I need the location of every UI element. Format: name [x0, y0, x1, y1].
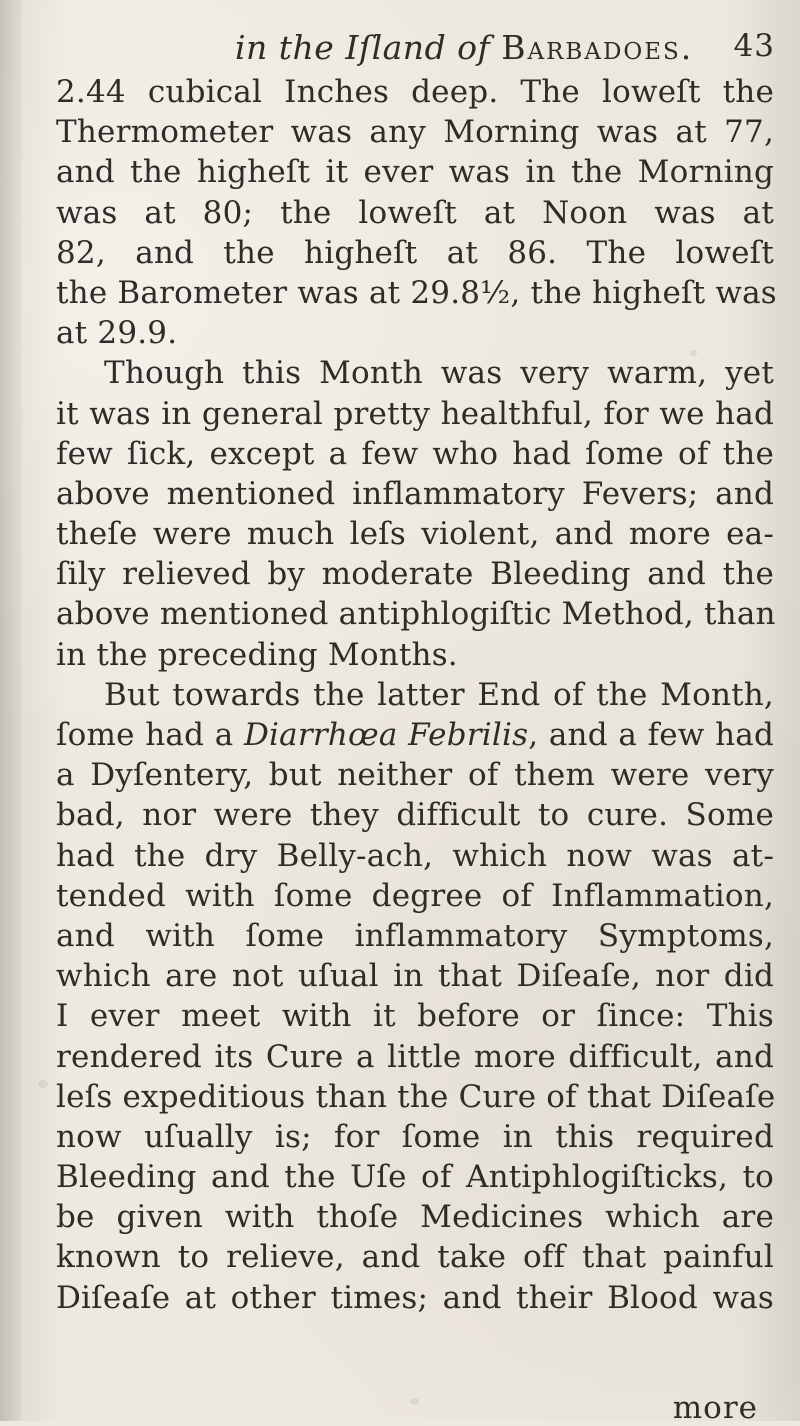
paper-foxing-spot	[38, 1080, 48, 1088]
text-line: in the preceding Months.	[56, 636, 458, 673]
text-line: above mentioned antiphlogiſtic Method, than	[56, 596, 776, 633]
paragraph-start-line: Though this Month was very warm, yet	[104, 355, 774, 392]
running-title-caps: Barbadoes.	[501, 28, 694, 67]
text-line: had the dry Belly-ach, which now was at-	[56, 837, 774, 874]
text-line: be given with thoſe Medicines which are	[56, 1199, 774, 1236]
paper-foxing-spot	[410, 1398, 419, 1405]
text-line: a Dyſentery, but neither of them were very	[56, 757, 774, 794]
catchword: more	[672, 1390, 758, 1426]
text-line: and the higheſt it ever was in the Morning	[56, 154, 774, 191]
text-line: leſs expeditious than the Cure of that Diſeaſe	[56, 1078, 776, 1115]
text-line: was at 80; the loweſt at Noon was at	[56, 194, 774, 231]
text-line: Bleeding and the Uſe of Antiphlogiſticks, to	[56, 1159, 774, 1196]
text-line: theſe were much leſs violent, and more ea-	[56, 516, 774, 553]
text-line: Thermometer was any Morning was at 77,	[56, 114, 774, 151]
text-line: bad, nor were they difficult to cure. Some	[56, 797, 774, 834]
text-line: Diſeaſe at other times; and their Blood was	[56, 1279, 774, 1316]
text-line: I ever meet with it before or ſince: This	[56, 998, 774, 1035]
running-title	[235, 28, 693, 67]
text-line: ſily relieved by moderate Bleeding and the	[56, 556, 774, 593]
text-line: ſome had a Diarrhœa Febrilis, and a few had	[56, 717, 775, 753]
running-title-italic: in the Iſland of	[235, 28, 502, 67]
italic-term: Diarrhœa Febrilis	[243, 717, 529, 753]
text-line: known to relieve, and take off that painful	[56, 1239, 774, 1276]
running-header	[235, 28, 775, 70]
body-text	[56, 72, 777, 1318]
text-line: at 29.9.	[56, 315, 178, 352]
text-line: 2.44 cubical Inches deep. The loweſt the	[56, 74, 774, 110]
text-line: and with ſome inflammatory Symptoms,	[56, 917, 774, 954]
text-line: the Barometer was at 29.8½, the higheſt was	[56, 274, 777, 311]
text-line: it was in general pretty healthful, for we had	[56, 395, 774, 432]
text-line: few ſick, except a few who had ſome of the	[56, 435, 774, 472]
page-number: 43	[733, 28, 775, 64]
text-line: above mentioned inflammatory Fevers; and	[56, 475, 774, 512]
text-line: rendered its Cure a little more difficult, and	[56, 1038, 774, 1075]
paragraph-start-line: But towards the latter End of the Month,	[104, 676, 774, 713]
page-edge-shadow	[0, 0, 22, 1421]
text-line: tended with ſome degree of Inflammation,	[56, 877, 774, 914]
text-line: now uſually is; for ſome in this required	[56, 1118, 774, 1155]
text-line: which are not uſual in that Diſeaſe, nor did	[56, 958, 774, 995]
text-line: 82, and the higheſt at 86. The loweſt	[56, 234, 774, 271]
